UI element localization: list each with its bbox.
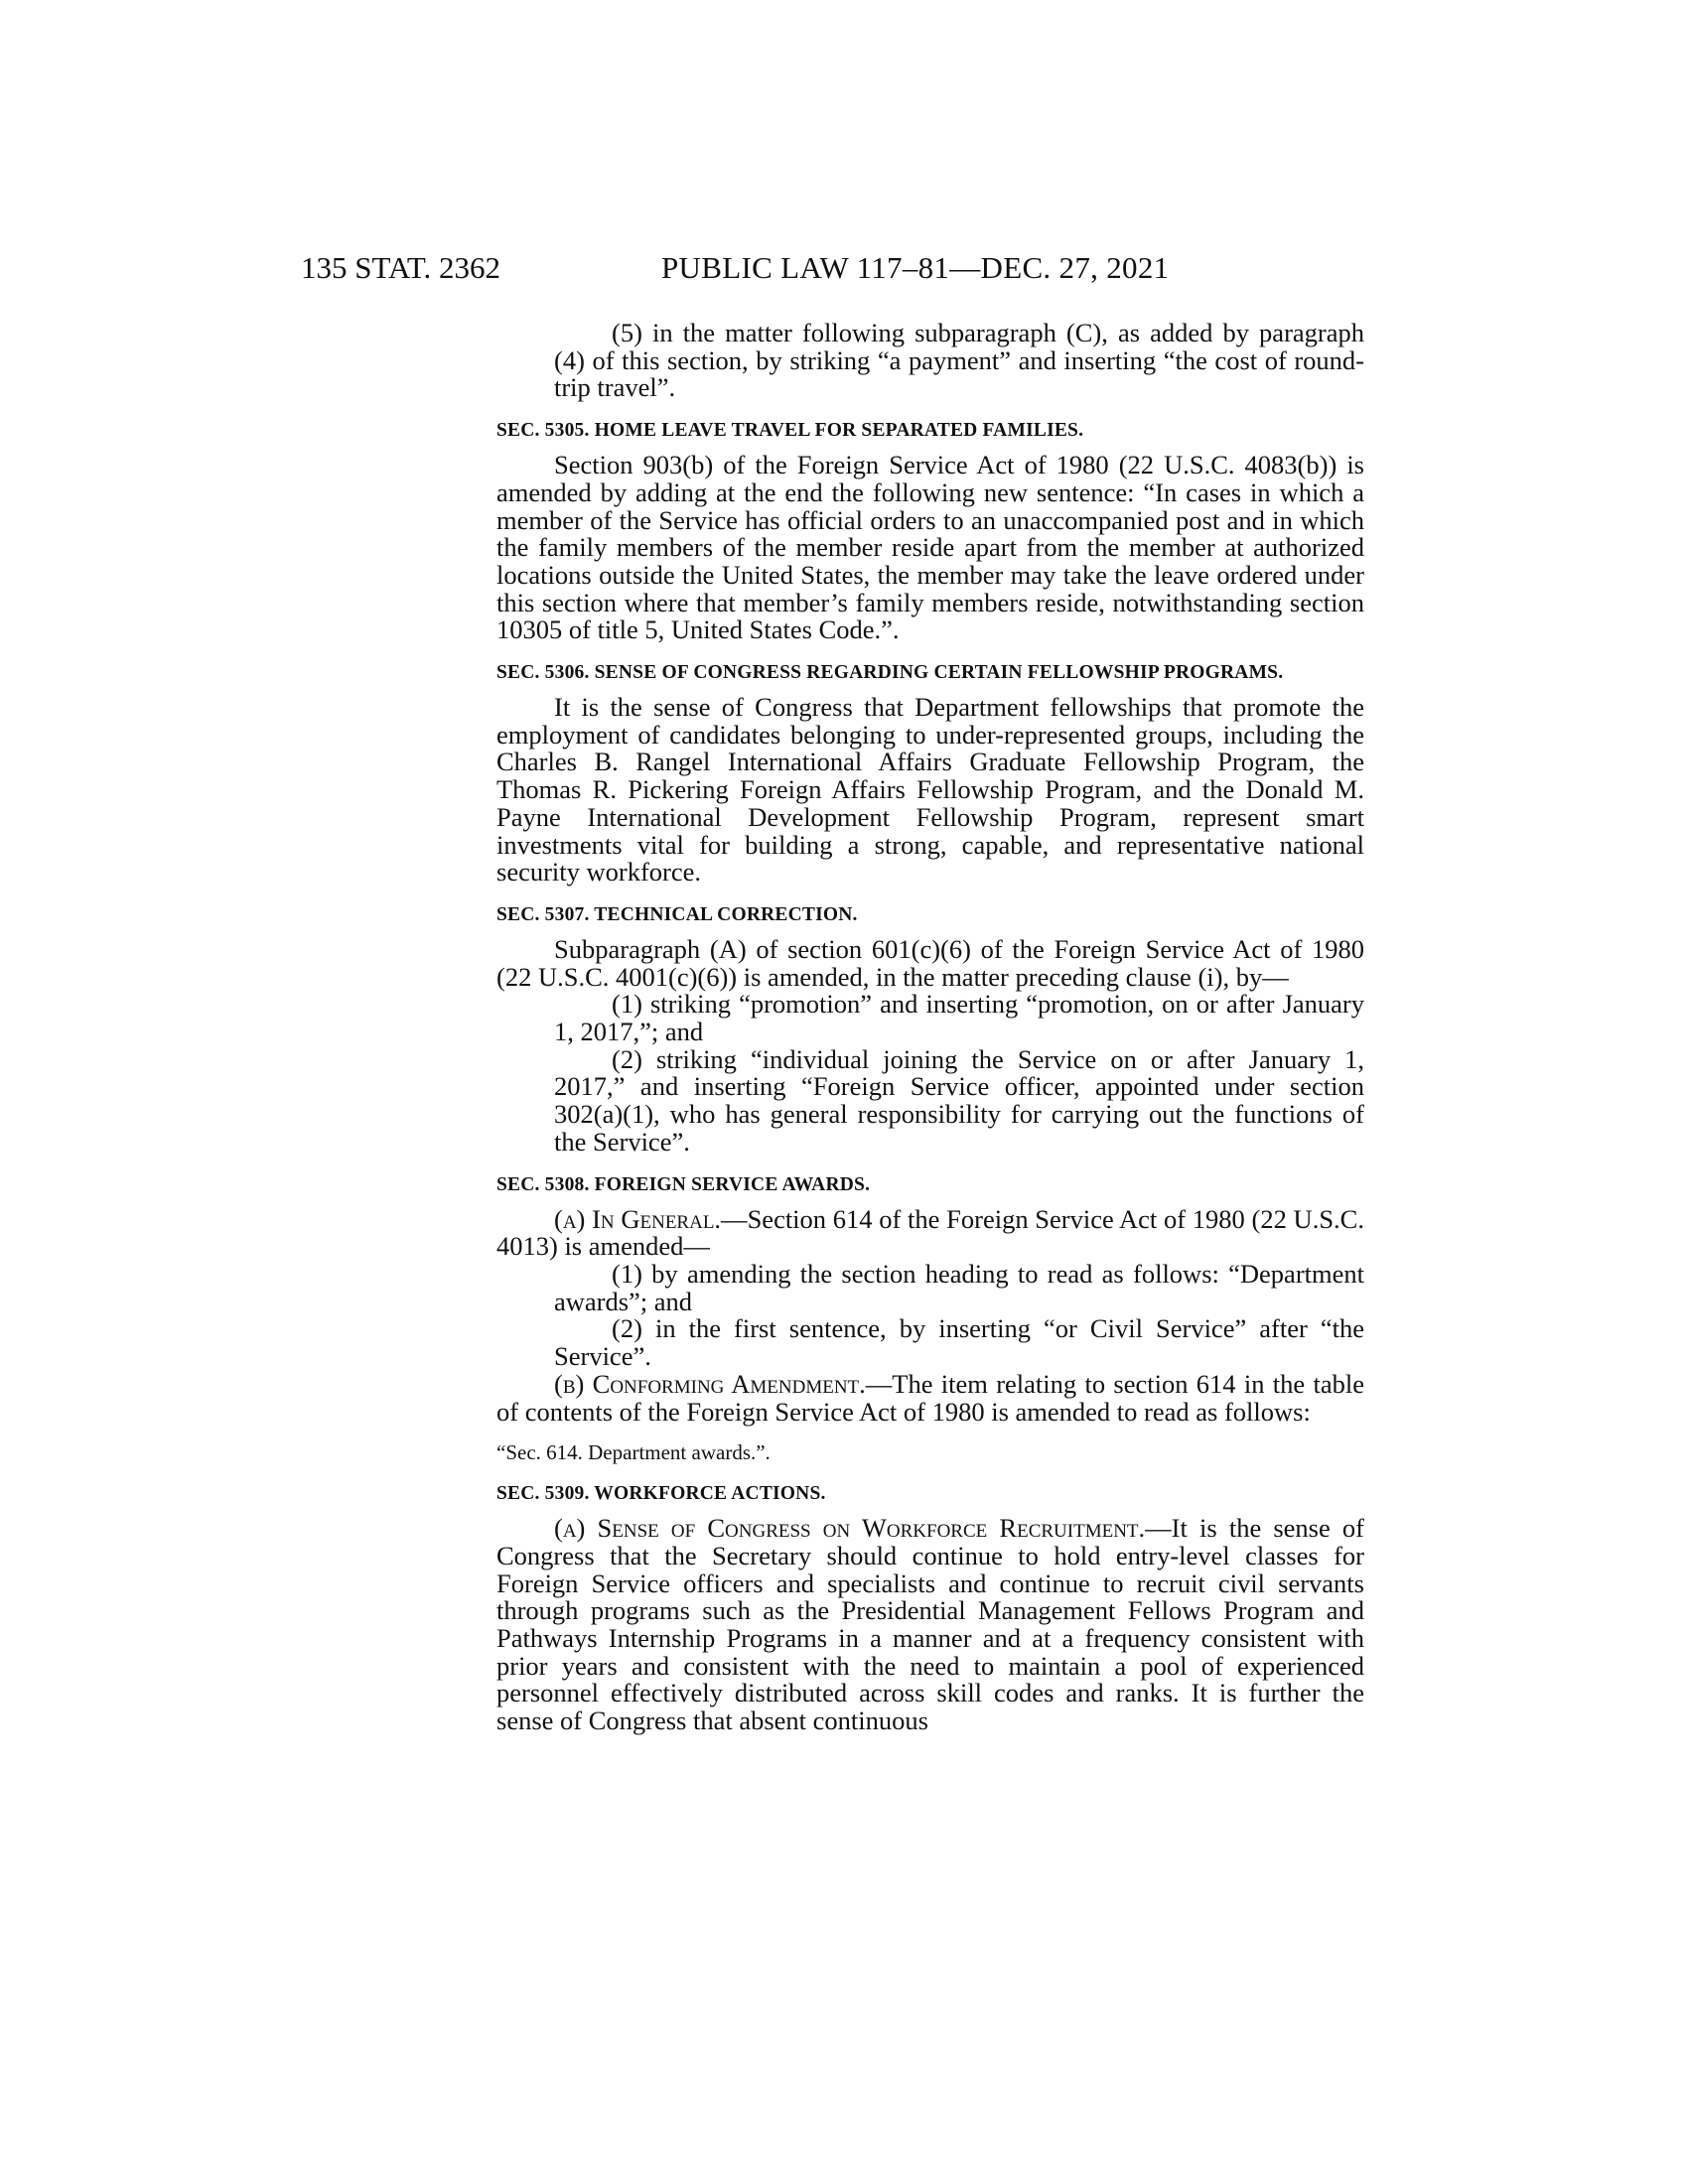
section-5308-a xyxy=(496,1203,1364,1262)
section-5307-heading: SEC. 5307. TECHNICAL CORRECTION. xyxy=(496,903,858,925)
toc-entry: “Sec. 614. Department awards.”. xyxy=(496,1440,771,1465)
section-5308-b-text: The item relating to section 614 in the table of contents of the Foreign Service Act of 1980 is amended to read as follows: xyxy=(496,1368,1364,1427)
section-5309-a-text: It is the sense of Congress that the Secretary should continue to hold entry-level classes for Foreign Service officers and specialists and continue to recruit civil servants through programs such as the Presidential Management Fellows Program and Pathways Internship Programs in a manner and at a frequency consistent with prior years and consistent with the need to maintain a pool of experienced personnel effectively distributed across skill codes and ranks. It is further the sense of Congress that absent continuous xyxy=(496,1513,1364,1736)
section-5309-a xyxy=(496,1515,1364,1735)
section-5308-a-item-1: (1) by amending the section heading to read as follows: “Department awards”; and xyxy=(554,1258,1364,1316)
stat-citation: 135 STAT. 2362 xyxy=(301,250,501,285)
section-5308-a-item-2: (2) in the first sentence, by inserting “or Civil Service” after “the Service”. xyxy=(554,1313,1364,1372)
section-5307-item-1: (1) striking “promotion” and inserting “promotion, on or after January 1, 2017,”; and xyxy=(554,989,1364,1047)
section-5305-heading: SEC. 5305. HOME LEAVE TRAVEL FOR SEPARATED FAMILIES. xyxy=(496,420,1084,442)
paragraph-5: (5) in the matter following subparagraph (C), as added by paragraph (4) of this section, by striking “a payment” and inserting “the cost of round-trip travel”. xyxy=(554,318,1364,403)
section-5307-item-2: (2) striking “individual joining the Service on or after January 1, 2017,” and inserting “Foreign Service officer, appointed under section 302(a)(1), who has general responsibility for carrying out the functions of the Service”. xyxy=(554,1043,1364,1157)
section-5308-a-text: Section 614 of the Foreign Service Act of 1980 (22 U.S.C. 4013) is amended— xyxy=(496,1203,1364,1262)
section-5308-b xyxy=(496,1368,1364,1427)
section-5309-heading: SEC. 5309. WORKFORCE ACTIONS. xyxy=(496,1483,826,1505)
section-5308-b-label: (b) Conforming Amendment.— xyxy=(554,1368,893,1399)
section-5308-a-label: (a) In General.— xyxy=(554,1203,748,1234)
section-5309-a-label: (a) Sense of Congress on Workforce Recruitment.— xyxy=(554,1513,1172,1544)
section-5306-heading: SEC. 5306. SENSE OF CONGRESS REGARDING CERTAIN FELLOWSHIP PROGRAMS. xyxy=(496,662,1284,684)
section-5308-heading: SEC. 5308. FOREIGN SERVICE AWARDS. xyxy=(496,1173,871,1195)
section-5306-text: It is the sense of Congress that Department fellowships that promote the employment of candidates belonging to under-represented groups, including the Charles B. Rangel International Affairs Graduate Fellowship Program, the Thomas R. Pickering Foreign Affairs Fellowship Program, and the Donald M. Payne International Development Fellowship Program, represent smart investments vital for building a strong, capable, and representative national security workforce. xyxy=(496,692,1364,887)
body-text-column xyxy=(496,320,1364,1735)
section-5307-text: Subparagraph (A) of section 601(c)(6) of the Foreign Service Act of 1980 (22 U.S.C. 4001(c)(6)) is amended, in the matter preceding clause (i), by— xyxy=(496,933,1364,992)
public-law-title: PUBLIC LAW 117–81—DEC. 27, 2021 xyxy=(661,250,1170,285)
running-head xyxy=(301,246,1294,290)
section-5305-text: Section 903(b) of the Foreign Service Act of 1980 (22 U.S.C. 4083(b)) is amended by adding at the end the following new sentence: “In cases in which a member of the Service has official orders to an unaccompanied post and in which the family members of the member reside apart from the member at authorized locations outside the United States, the member may take the leave ordered under this section where that member’s family members reside, notwithstanding section 10305 of title 5, United States Code.”. xyxy=(496,450,1364,645)
